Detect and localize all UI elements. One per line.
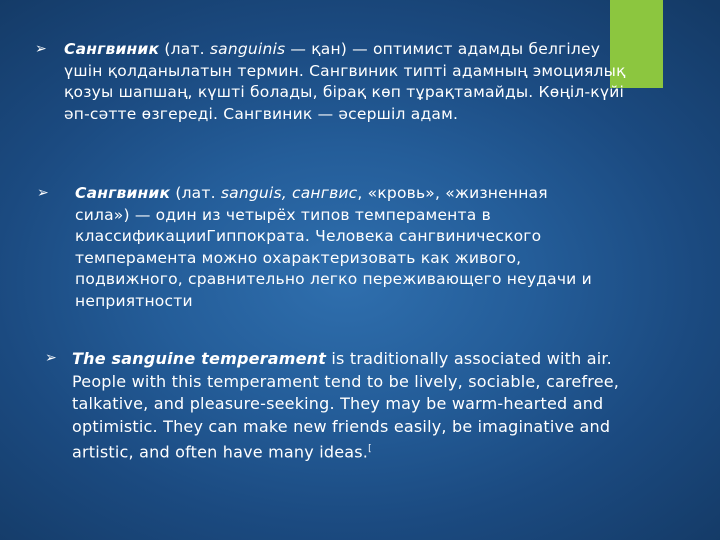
bullet-term: The sanguine temperament bbox=[72, 349, 327, 368]
bullet-pre: (лат. bbox=[159, 40, 210, 58]
latin-word: sanguis, сангвис bbox=[220, 184, 358, 202]
footnote-mark: [ bbox=[368, 444, 372, 454]
bullet-rest: is traditionally associated with air. People with this temperament tend to be lively, sociable, carefree, talkative, and pleasure-seeking. They may be warm-hearted and optimistic. They can make new friends easily, be imaginative and artistic, and often have many ideas. bbox=[72, 349, 620, 462]
arrow-bullet-icon: ➢ bbox=[35, 41, 47, 57]
bullet-rest: — қан) — оптимист адамды белгілеу үшін қолданылатын термин. Сангвиник типті адамның эмоциялық қозуы шапшаң, күшті болады, бірақ көп тұрақтамайды. Көңіл-күйі әп-сәтте өзгереді. Сангвиник — әсершіл адам. bbox=[64, 40, 626, 123]
bullet-text bbox=[37, 183, 597, 312]
latin-word: sanguinis bbox=[209, 40, 286, 58]
arrow-bullet-icon: ➢ bbox=[37, 185, 49, 201]
bullet-term: Сангвиник bbox=[64, 40, 160, 58]
bullet-kazakh bbox=[35, 39, 635, 125]
bullet-term: Сангвиник bbox=[75, 184, 171, 202]
arrow-bullet-icon: ➢ bbox=[45, 350, 57, 366]
bullet-text bbox=[35, 39, 635, 125]
bullet-russian bbox=[37, 183, 597, 312]
bullet-rest: , «кровь», «жизненная сила») — один из четырёх типов темперамента в классификацииГиппократа. Человека сангвинического темперамента можно охарактеризовать как живого, подвижного, сравнительно легко переживающего неудачи и неприятности bbox=[75, 184, 592, 310]
bullet-pre: (лат. bbox=[170, 184, 221, 202]
bullet-text bbox=[45, 348, 670, 464]
bullet-english bbox=[45, 348, 670, 464]
